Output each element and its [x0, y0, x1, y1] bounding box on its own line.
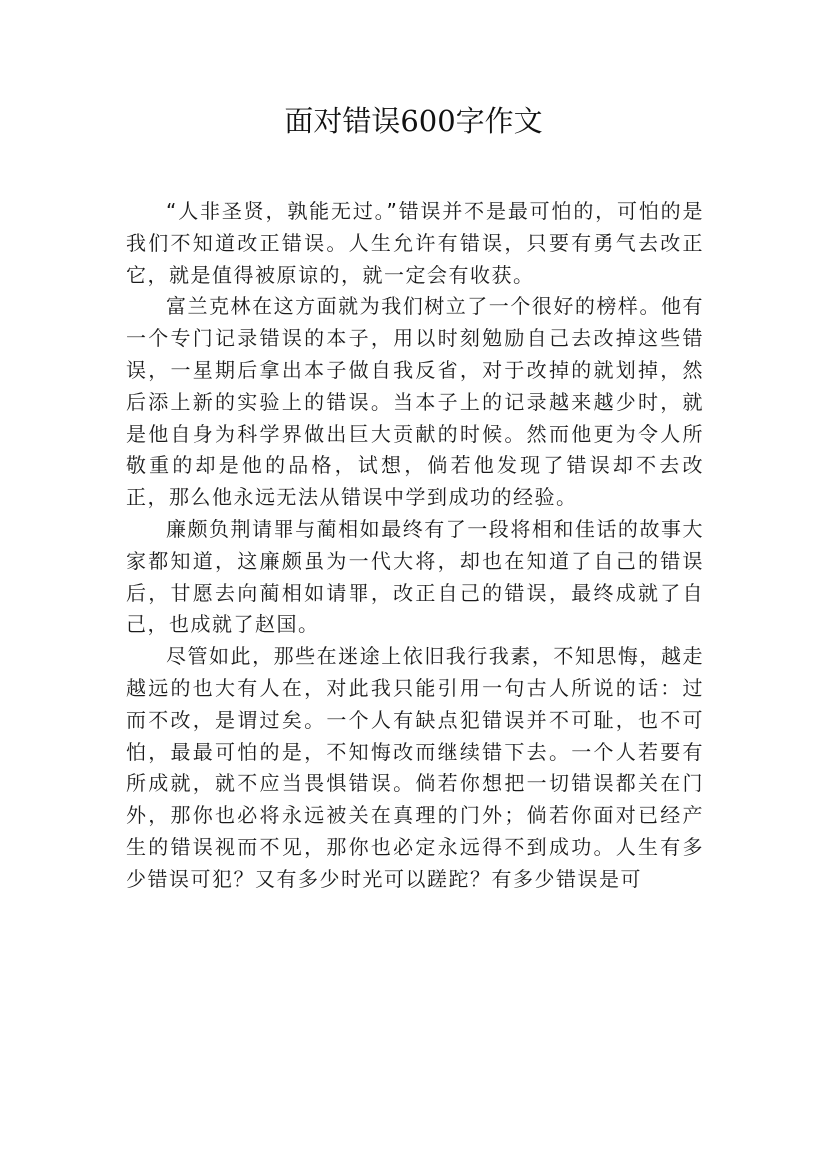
paragraph-2: 富兰克林在这方面就为我们树立了一个很好的榜样。他有一个专门记录错误的本子，用以时刻勉励自己去改掉这些错误，一星期后拿出本子做自我反省，对于改掉的就划掉，然后添上新的实验上的错误。当本子上的记录越来越少时，就是他自身为科学界做出巨大贡献的时候。然而他更为令人所敬重的却是他的品格，试想，倘若他发现了错误却不去改正，那么他永远无法从错误中学到成功的经验。 [126, 294, 704, 510]
paragraph-4: 尽管如此，那些在迷途上依旧我行我素，不知思悔，越走越远的也大有人在，对此我只能引用一句古人所说的话：过而不改，是谓过矣。一个人有缺点犯错误并不可耻，也不可怕，最最可怕的是，不知悔改而继续错下去。一个人若要有所成就，就不应当畏惧错误。倘若你想把一切错误都关在门外，那你也必将永远被关在真理的门外；倘若你面对已经产生的错误视而不见，那你也必定永远得不到成功。人生有多少错误可犯？又有多少时光可以蹉跎？有多少错误是可 [126, 644, 704, 891]
document-body [126, 196, 704, 896]
paragraph-3: 廉颇负荆请罪与蔺相如最终有了一段将相和佳话的故事大家都知道，这廉颇虽为一代大将，却也在知道了自己的错误后，甘愿去向蔺相如请罪，改正自己的错误，最终成就了自己，也成就了赵国。 [126, 516, 704, 637]
document-title: 面对错误600字作文 [284, 104, 543, 138]
paragraph-1: “人非圣贤，孰能无过。”错误并不是最可怕的，可怕的是我们不知道改正错误。人生允许有错误，只要有勇气去改正它，就是值得被原谅的，就一定会有收获。 [126, 199, 704, 287]
